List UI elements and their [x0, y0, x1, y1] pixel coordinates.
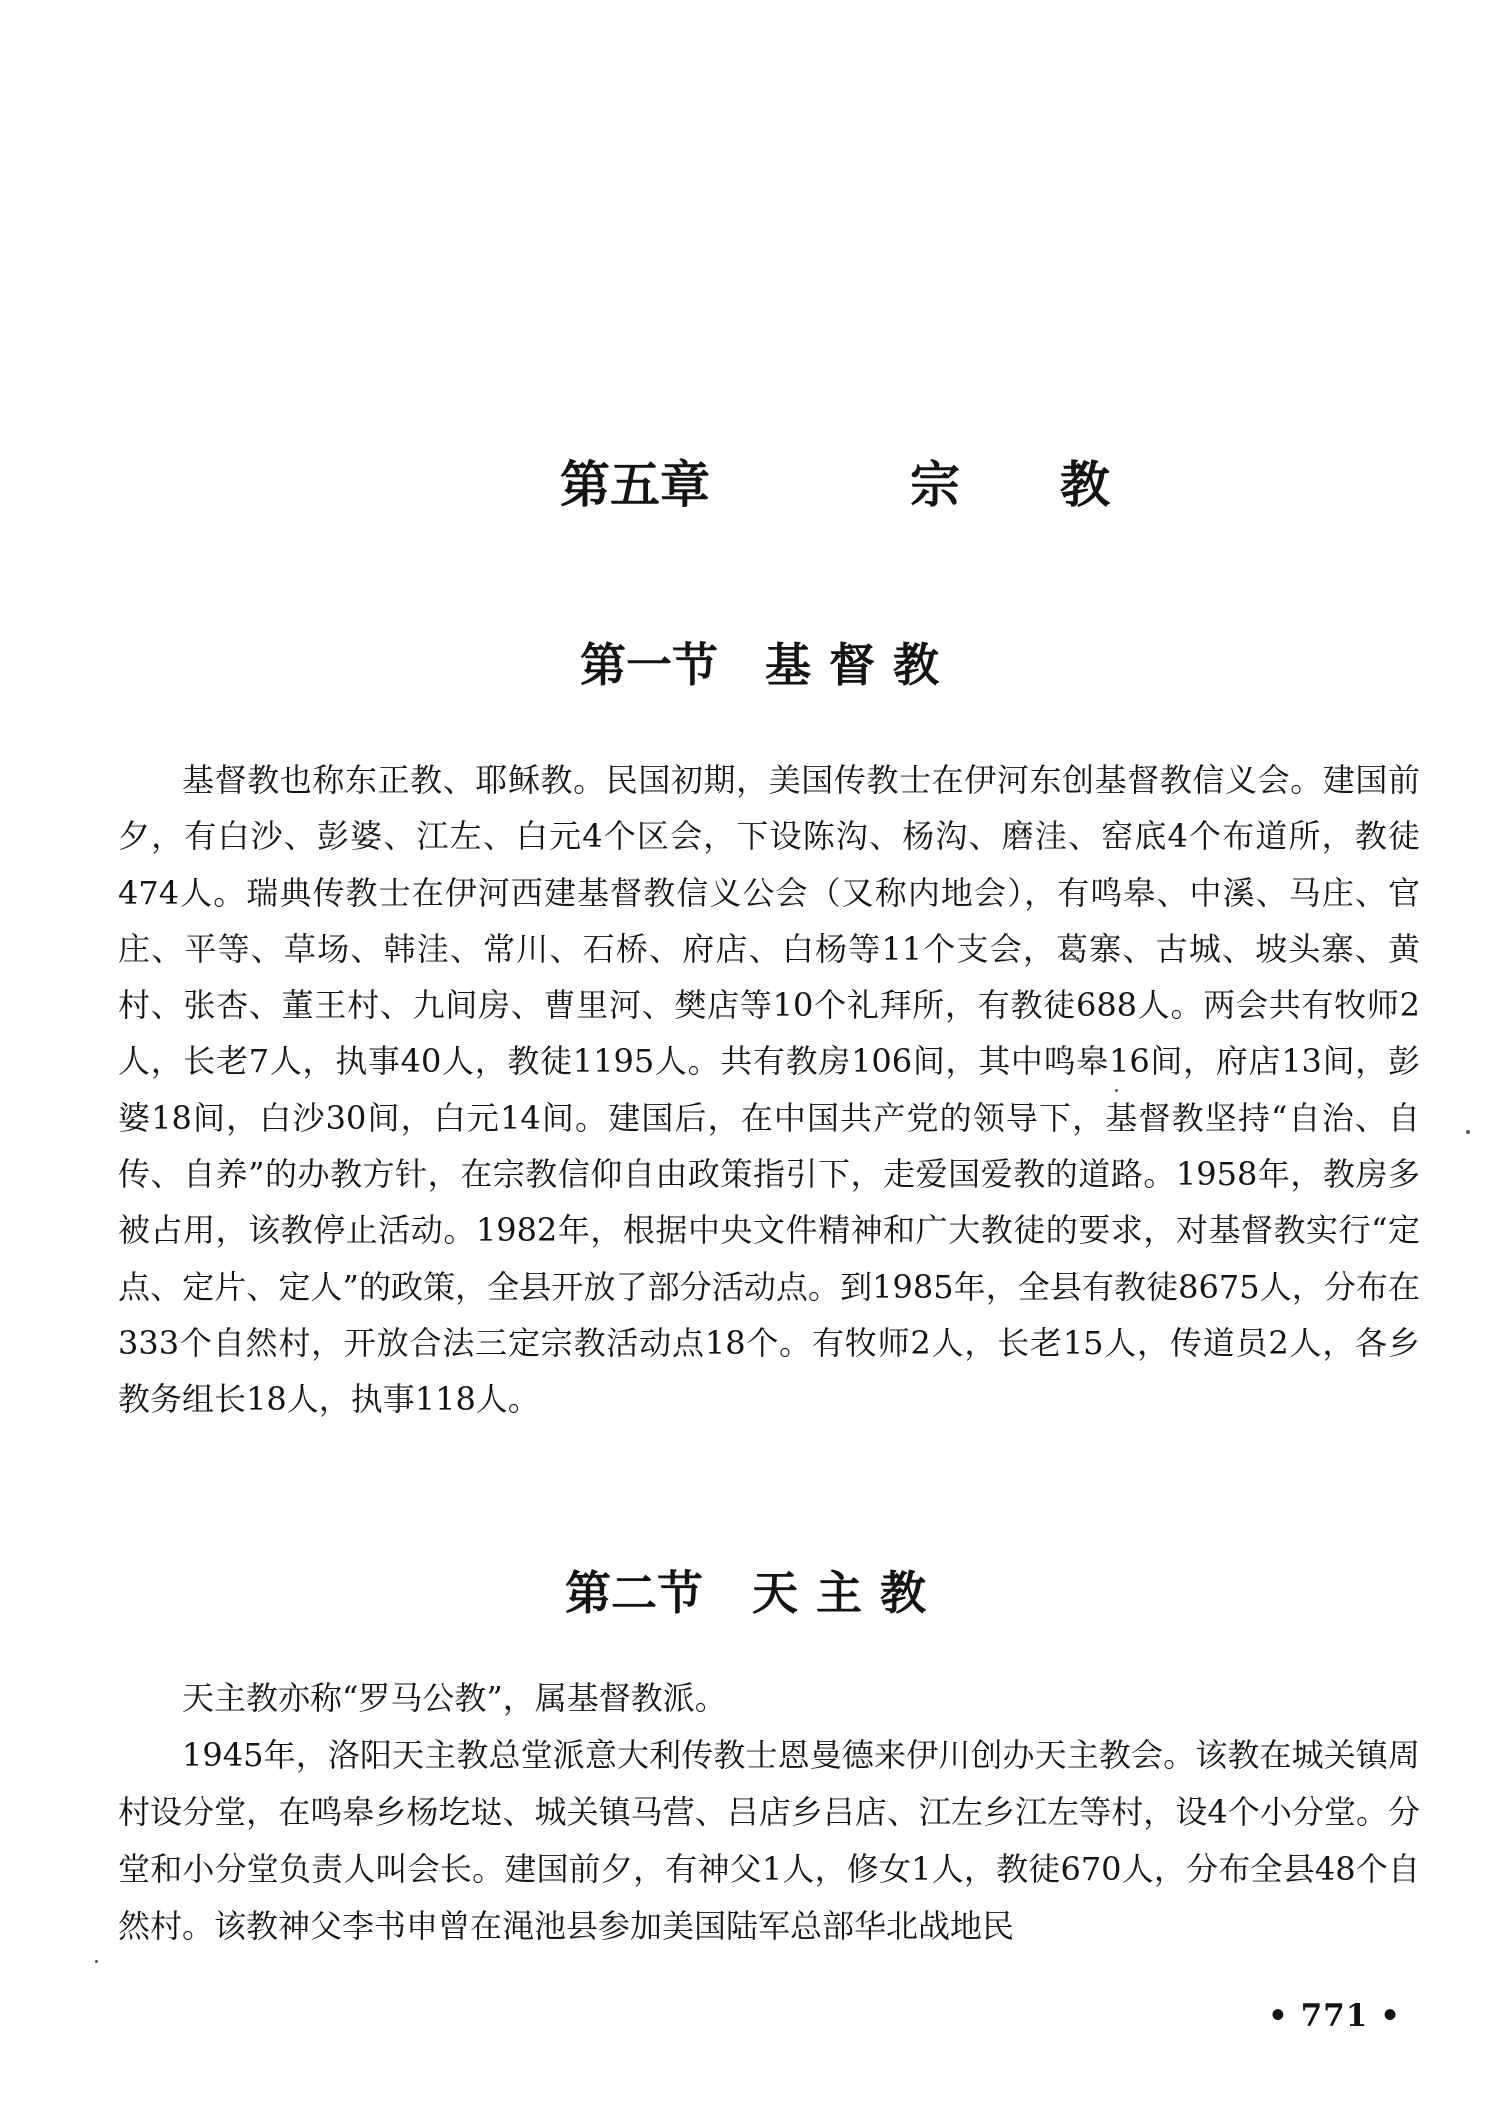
section-2-number: 第二节: [565, 1566, 703, 1620]
section-2-paragraph-1: 天主教亦称“罗马公教”，属基督教派。: [182, 1679, 727, 1717]
chapter-number: 第五章: [560, 455, 710, 514]
section-2-paragraph-2: 1945年，洛阳天主教总堂派意大利传教士恩曼德来伊川创办天主教会。该教在城关镇周村设分堂，在鸣皋乡杨圪垯、城关镇马营、吕店乡吕店、江左乡江左等村，设4个小分堂。分堂和小分堂负责人叫会长。建国前夕，有神父1人，修女1人，教徒670人，分布全县48个自然村。该教神父李书申曾在渑池县参加美国陆军总部华北战地民: [118, 1736, 1420, 1945]
section-1-number: 第一节: [580, 638, 718, 692]
chapter-title-char-1: 宗: [910, 455, 960, 514]
page-number: • 771 •: [1268, 1998, 1401, 2034]
section-2-title: 天主教: [752, 1566, 944, 1620]
scan-speck: [95, 1960, 98, 1963]
scan-speck: [1466, 1130, 1470, 1134]
section-1-paragraph: 基督教也称东正教、耶稣教。民国初期，美国传教士在伊河东创基督教信义会。建国前夕，有白沙、彭婆、江左、白元4个区会，下设陈沟、杨沟、磨洼、窑底4个布道所，教徒474人。瑞典传教士在伊河西建基督教信义公会（又称内地会），有鸣皋、中溪、马庄、官庄、平等、草场、韩洼、常川、石桥、府店、白杨等11个支会，葛寨、古城、坡头寨、黄村、张杏、董王村、九间房、曹里河、樊店等10个礼拜所，有教徒688人。两会共有牧师2人，长老7人，执事40人，教徒1195人。共有教房106间，其中鸣皋16间，府店13间，彭婆18间，白沙30间，白元14间。建国后，在中国共产党的领导下，基督教坚持“自治、自传、自养”的办教方针，在宗教信仰自由政策指引下，走爱国爱教的道路。1958年，教房多被占用，该教停止活动。1982年，根据中央文件精神和广大教徒的要求，对基督教实行“定点、定片、定人”的政策，全县开放了部分活动点。到1985年，全县有教徒8675人，分布在333个自然村，开放合法三定宗教活动点18个。有牧师2人，长老15人，传道员2人，各乡教务组长18人，执事118人。: [118, 761, 1420, 1419]
scan-speck: [1115, 1089, 1118, 1092]
chapter-title-char-2: 教: [1060, 455, 1110, 514]
section-1-title: 基督教: [765, 638, 957, 692]
